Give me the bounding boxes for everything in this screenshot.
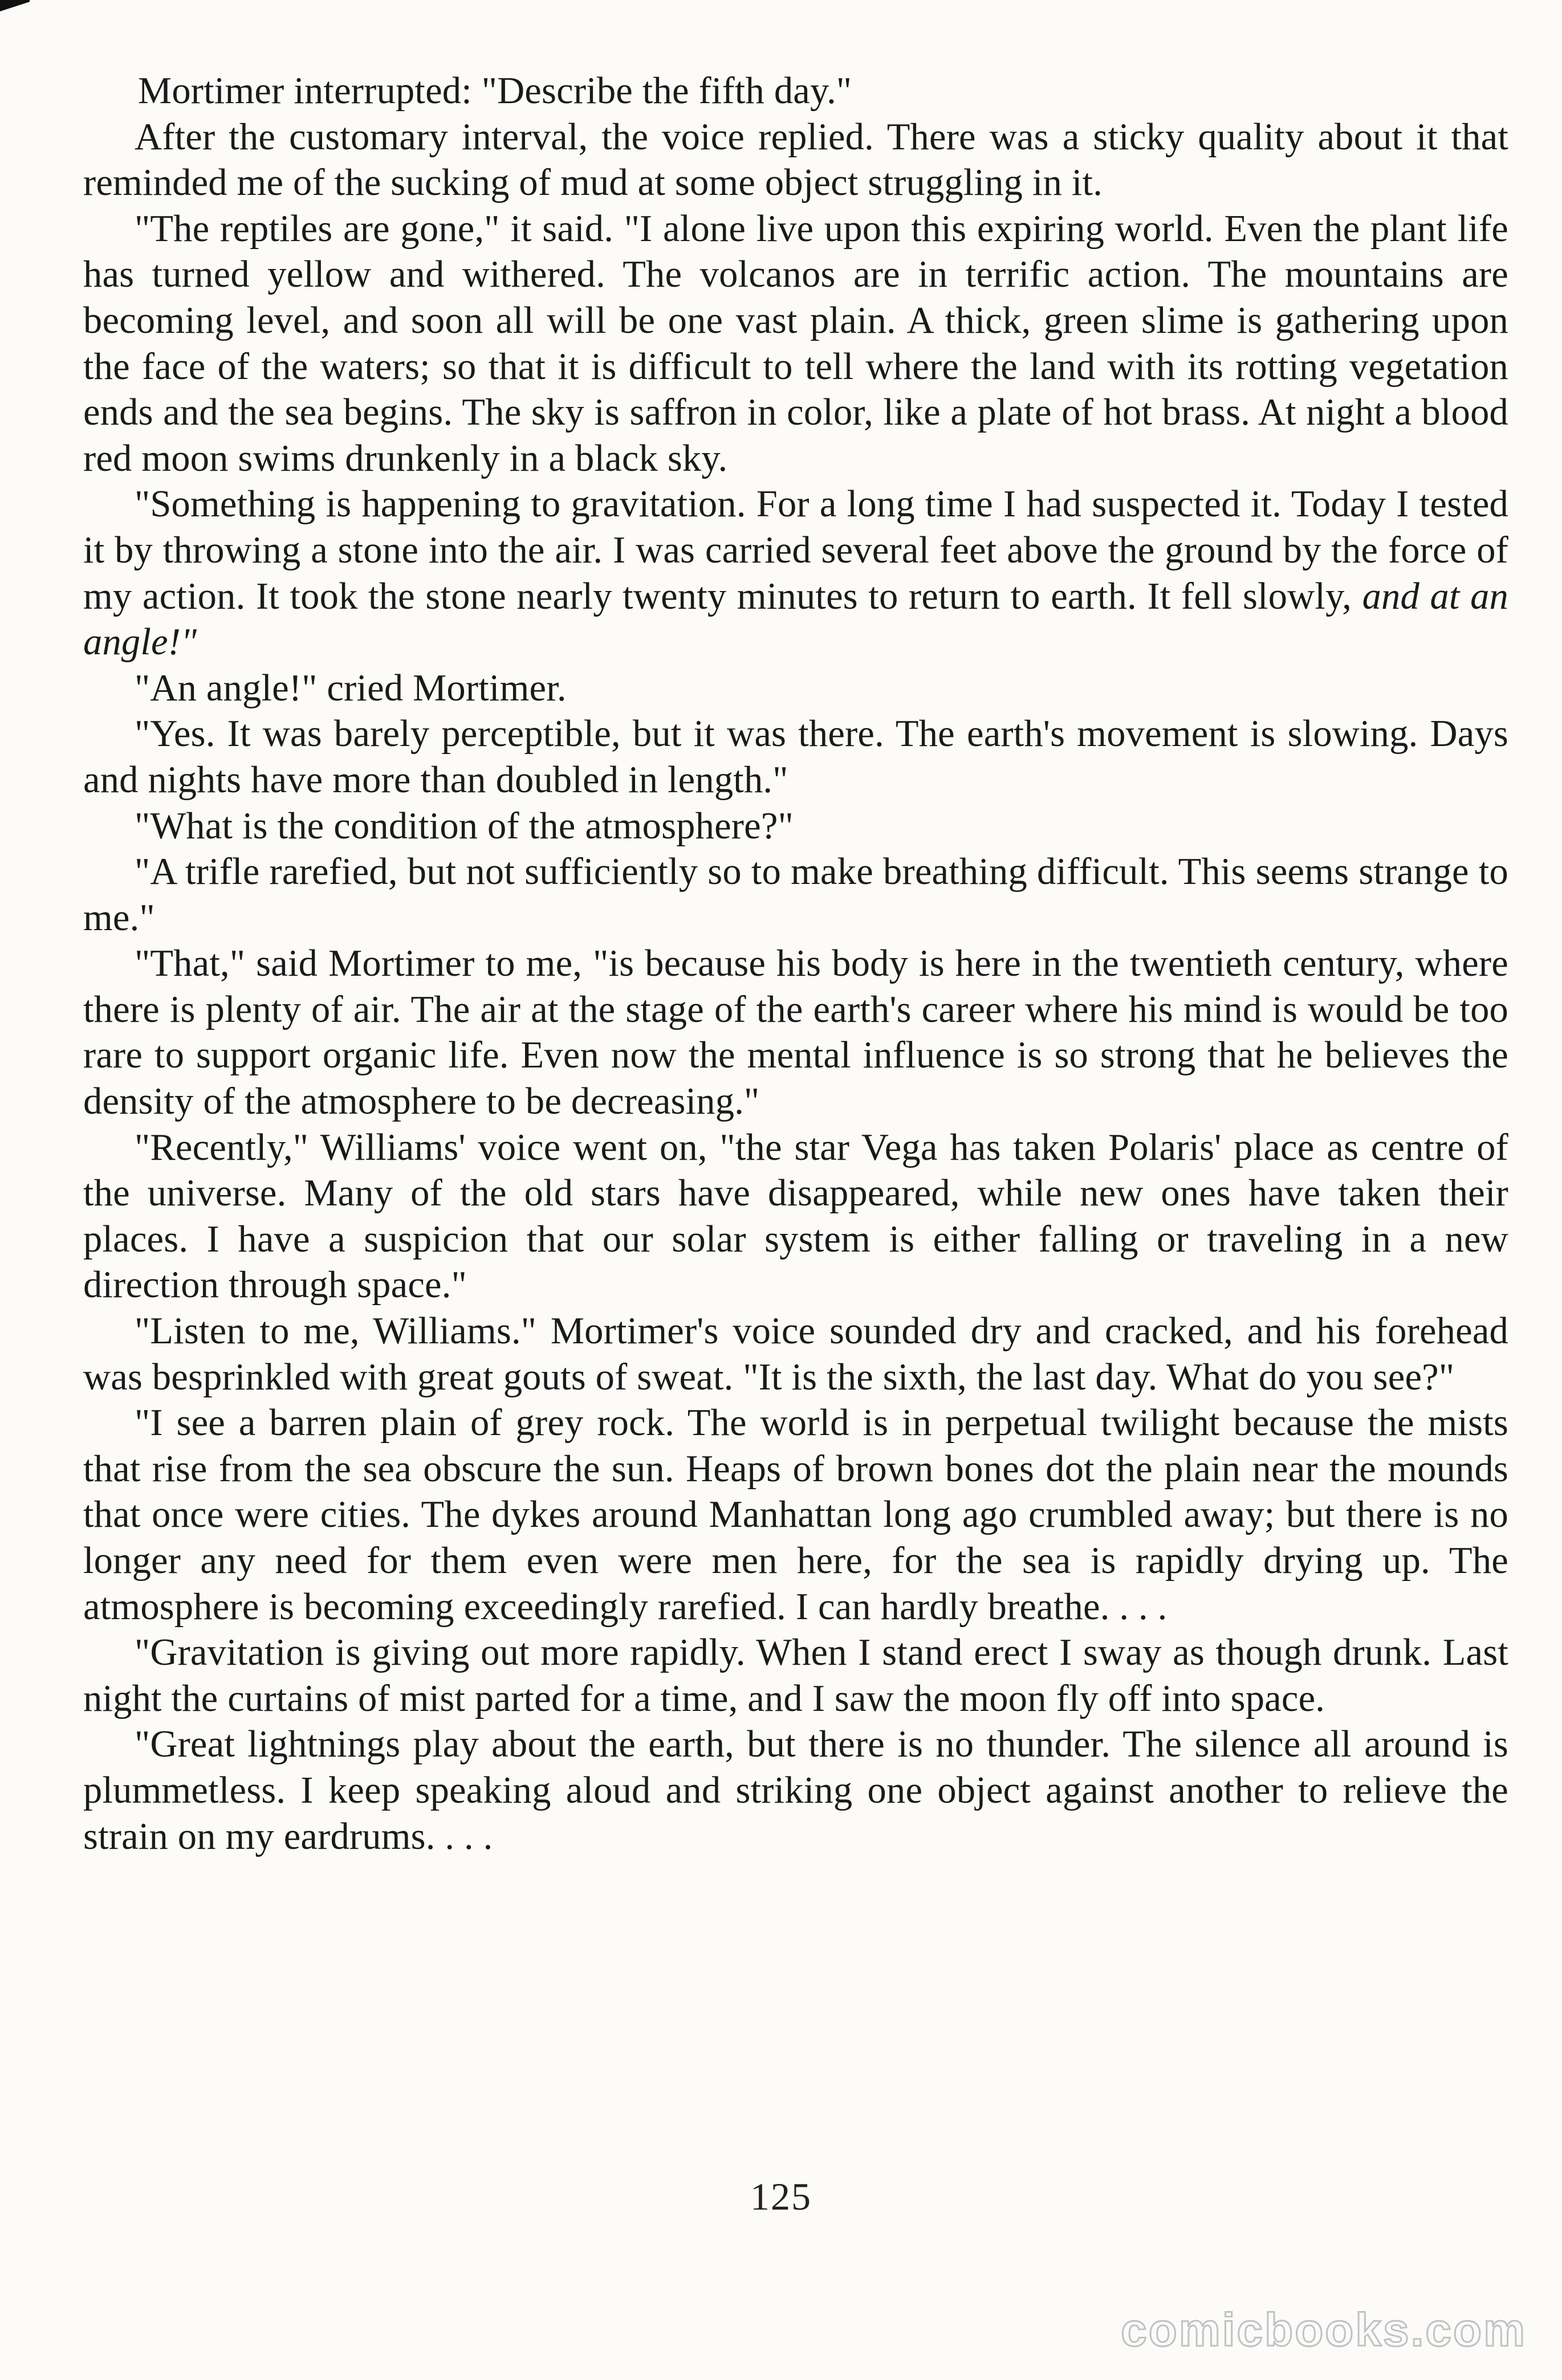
body-text [83, 68, 1508, 1860]
paragraph: Mortimer interrupted: "Describe the fifth day." [138, 70, 852, 112]
paragraph: "Listen to me, Williams." Mortimer's voice sounded dry and cracked, and his forehead was besprinkled with great gouts of sweat. "It is the sixth, the last day. What do you see?" [83, 1310, 1508, 1398]
paragraph: "A trifle rarefied, but not sufficiently so to make breathing difficult. This seems strange to me." [83, 851, 1508, 939]
page-number: 125 [750, 2175, 812, 2218]
paragraph: "Gravitation is giving out more rapidly. When I stand erect I sway as though drunk. Last night the curtains of mist parted for a time, and I saw the moon fly off into space. [83, 1632, 1508, 1719]
paragraph: "I see a barren plain of grey rock. The world is in perpetual twilight because the mists that rise from the sea obscure the sun. Heaps of brown bones dot the plain near the mounds that once were cities. The dykes around Manhattan long ago crumbled away; but there is no longer any need for them even were men here, for the sea is rapidly drying up. The atmosphere is becoming exceedingly rarefied. I can hardly breathe. . . . [83, 1402, 1508, 1628]
paragraph: "An angle!" cried Mortimer. [135, 667, 567, 709]
emphasized-text: and at an angle!" [83, 575, 1508, 663]
paragraph: "Something is happening to gravitation. For a long time I had suspected it. Today I tested it by throwing a stone into the air. I was carried several feet above the ground by the force of my action. It took the stone nearly twenty minutes to return to earth. It fell slowly, and at an angle!" [83, 483, 1508, 663]
paragraph: After the customary interval, the voice replied. There was a sticky quality about it that reminded me of the sucking of mud at some object struggling in it. [83, 116, 1508, 204]
paragraph: "Yes. It was barely perceptible, but it was there. The earth's movement is slowing. Days and nights have more than doubled in length." [83, 713, 1508, 801]
watermark: comicbooks.com [1121, 2304, 1527, 2356]
paragraph: "That," said Mortimer to me, "is because his body is here in the twentieth century, where there is plenty of air. The air at the stage of the earth's career where his mind is would be too rare to support organic life. Even now the mental influence is so strong that he believes the density of the atmosphere to be decreasing." [83, 943, 1508, 1123]
paragraph: "The reptiles are gone," it said. "I alone live upon this expiring world. Even the plant life has turned yellow and withered. The volcanos are in terrific action. The mountains are becoming level, and soon all will be one vast plain. A thick, green slime is gathering upon the face of the waters; so that it is difficult to tell where the land with its rotting vegetation ends and the sea begins. The sky is saffron in color, like a plate of hot brass. At night a blood red moon swims drunkenly in a black sky. [83, 207, 1508, 479]
paragraph: "Recently," Williams' voice went on, "the star Vega has taken Polaris' place as centre of the universe. Many of the old stars have disappeared, while new ones have taken their places. I have a suspicion that our solar system is either falling or traveling in a new direction through space." [83, 1126, 1508, 1306]
scan-corner-mark [0, 0, 30, 11]
paragraph: "What is the condition of the atmosphere?" [135, 805, 794, 847]
paragraph: "Great lightnings play about the earth, but there is no thunder. The silence all around is plummetless. I keep speaking aloud and striking one object against another to relieve the strain on my eardrums. . . . [83, 1723, 1508, 1857]
